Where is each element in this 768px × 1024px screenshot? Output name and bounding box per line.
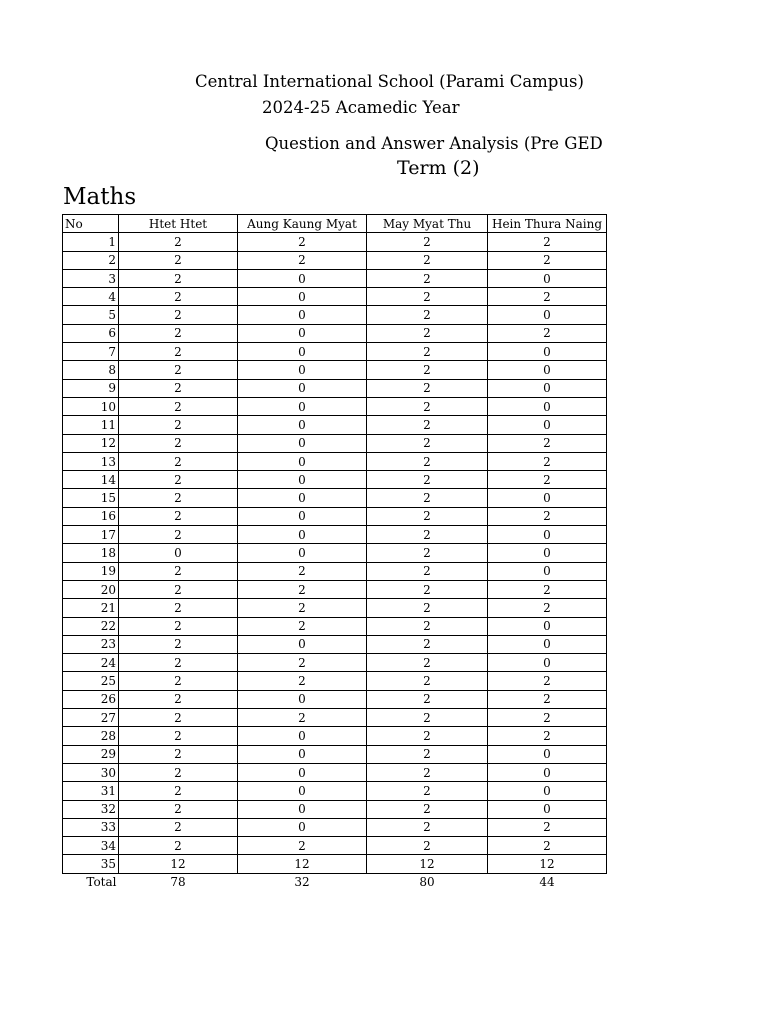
score-cell: 2: [367, 343, 488, 361]
score-cell: 2: [119, 343, 238, 361]
score-cell: 2: [238, 251, 367, 269]
question-number: 7: [63, 343, 119, 361]
question-number: 20: [63, 580, 119, 598]
score-cell: 2: [119, 434, 238, 452]
score-cell: 0: [488, 745, 607, 763]
score-cell: 0: [238, 361, 367, 379]
score-cell: 0: [488, 306, 607, 324]
column-header: No: [63, 215, 119, 233]
score-cell: 2: [119, 452, 238, 470]
score-cell: 0: [238, 416, 367, 434]
score-cell: 2: [119, 379, 238, 397]
score-cell: 2: [488, 324, 607, 342]
score-cell: 2: [367, 599, 488, 617]
score-cell: 0: [238, 745, 367, 763]
table-row: [63, 763, 607, 781]
table-row: [63, 251, 607, 269]
score-cell: 0: [488, 416, 607, 434]
question-number: 29: [63, 745, 119, 763]
question-number: 8: [63, 361, 119, 379]
table-row: [63, 233, 607, 251]
table-row: [63, 343, 607, 361]
score-cell: 0: [238, 763, 367, 781]
table-row: [63, 507, 607, 525]
score-cell: 0: [238, 727, 367, 745]
column-header: Htet Htet: [119, 215, 238, 233]
score-cell: 2: [119, 800, 238, 818]
score-cell: 0: [488, 361, 607, 379]
score-cell: 2: [238, 709, 367, 727]
question-number: 17: [63, 526, 119, 544]
score-cell: 2: [367, 617, 488, 635]
score-cell: 2: [119, 251, 238, 269]
question-number: 10: [63, 397, 119, 415]
score-cell: 0: [238, 324, 367, 342]
score-cell: 2: [119, 782, 238, 800]
table-row: [63, 654, 607, 672]
score-cell: 2: [488, 452, 607, 470]
score-cell: 2: [367, 288, 488, 306]
score-cell: 2: [367, 672, 488, 690]
academic-year: 2024-25 Acamedic Year: [262, 98, 460, 117]
question-number: 32: [63, 800, 119, 818]
score-cell: 2: [367, 251, 488, 269]
score-cell: 0: [488, 269, 607, 287]
table-row: [63, 269, 607, 287]
question-number: 23: [63, 635, 119, 653]
score-cell: 2: [238, 617, 367, 635]
table-row: [63, 672, 607, 690]
score-cell: 0: [238, 343, 367, 361]
question-number: 28: [63, 727, 119, 745]
table-row: [63, 690, 607, 708]
score-cell: 2: [488, 251, 607, 269]
question-number: 14: [63, 471, 119, 489]
table-row: [63, 818, 607, 836]
score-cell: 0: [488, 782, 607, 800]
question-number: 1: [63, 233, 119, 251]
question-number: 9: [63, 379, 119, 397]
score-cell: 2: [367, 654, 488, 672]
term-label: Term (2): [397, 157, 480, 179]
question-number: 31: [63, 782, 119, 800]
table-row: [63, 288, 607, 306]
table-row: [63, 397, 607, 415]
question-number: 21: [63, 599, 119, 617]
score-cell: 2: [119, 233, 238, 251]
question-number: 12: [63, 434, 119, 452]
table-row: [63, 635, 607, 653]
table-row: [63, 562, 607, 580]
score-cell: 2: [367, 818, 488, 836]
score-cell: 0: [488, 343, 607, 361]
score-cell: 0: [488, 544, 607, 562]
score-cell: 2: [119, 269, 238, 287]
score-cell: 2: [367, 580, 488, 598]
table-row: [63, 727, 607, 745]
table-row: [63, 416, 607, 434]
score-cell: 2: [119, 617, 238, 635]
question-number: 3: [63, 269, 119, 287]
table-row: [63, 745, 607, 763]
score-cell: 0: [488, 763, 607, 781]
score-cell: 2: [119, 361, 238, 379]
score-cell: 2: [119, 818, 238, 836]
question-number: 2: [63, 251, 119, 269]
question-number: 4: [63, 288, 119, 306]
total-cell: 78: [170, 875, 186, 890]
score-cell: 2: [367, 782, 488, 800]
score-cell: 0: [238, 379, 367, 397]
score-cell: 2: [238, 562, 367, 580]
score-cell: 0: [238, 489, 367, 507]
score-cell: 2: [238, 654, 367, 672]
score-cell: 2: [119, 526, 238, 544]
score-cell: 0: [238, 635, 367, 653]
score-cell: 0: [238, 306, 367, 324]
question-number: 16: [63, 507, 119, 525]
score-cell: 2: [367, 324, 488, 342]
score-cell: 2: [367, 526, 488, 544]
column-header: May Myat Thu: [367, 215, 488, 233]
total-row: [63, 873, 607, 891]
school-name: Central International School (Parami Campus): [195, 72, 584, 91]
table-row: [63, 452, 607, 470]
score-cell: 0: [119, 544, 238, 562]
question-number: 22: [63, 617, 119, 635]
score-cell: 2: [367, 544, 488, 562]
score-cell: 2: [238, 672, 367, 690]
score-cell: 2: [367, 379, 488, 397]
score-cell: 2: [119, 471, 238, 489]
score-cell: 2: [488, 709, 607, 727]
question-number: 25: [63, 672, 119, 690]
score-cell: 0: [238, 452, 367, 470]
score-cell: 0: [238, 782, 367, 800]
score-cell: 2: [488, 599, 607, 617]
score-cell: 2: [488, 837, 607, 855]
score-cell: 0: [238, 269, 367, 287]
table-row: [63, 324, 607, 342]
question-number: 18: [63, 544, 119, 562]
question-number: 5: [63, 306, 119, 324]
score-cell: 2: [367, 489, 488, 507]
question-number: 11: [63, 416, 119, 434]
total-label: Total: [86, 875, 117, 890]
table-row: [63, 544, 607, 562]
table-row: [63, 617, 607, 635]
score-cell: 0: [488, 617, 607, 635]
table-row: [63, 837, 607, 855]
score-cell: 0: [238, 690, 367, 708]
score-cell: 2: [119, 763, 238, 781]
score-cell: 0: [488, 526, 607, 544]
question-number: 27: [63, 709, 119, 727]
score-cell: 0: [488, 379, 607, 397]
total-cell: 80: [419, 875, 435, 890]
score-cell: 2: [238, 580, 367, 598]
question-number: 26: [63, 690, 119, 708]
question-number: 24: [63, 654, 119, 672]
score-cell: 2: [367, 507, 488, 525]
question-number: 33: [63, 818, 119, 836]
score-cell: 2: [119, 580, 238, 598]
score-cell: 2: [367, 416, 488, 434]
table-row: [63, 434, 607, 452]
score-cell: 2: [488, 580, 607, 598]
score-cell: 2: [119, 397, 238, 415]
score-cell: 2: [119, 745, 238, 763]
table-row: [63, 709, 607, 727]
score-cell: 2: [367, 233, 488, 251]
score-cell: 2: [367, 562, 488, 580]
score-cell: 12: [367, 855, 488, 873]
table-row: [63, 580, 607, 598]
table-row: [63, 379, 607, 397]
score-cell: 2: [367, 452, 488, 470]
score-cell: 2: [367, 709, 488, 727]
score-cell: 0: [238, 544, 367, 562]
score-cell: 2: [488, 507, 607, 525]
score-cell: 2: [119, 306, 238, 324]
score-cell: 2: [367, 690, 488, 708]
table-row: [63, 855, 607, 873]
question-number: 19: [63, 562, 119, 580]
score-cell: 0: [238, 434, 367, 452]
score-cell: 2: [367, 397, 488, 415]
table-row: [63, 306, 607, 324]
column-header: Aung Kaung Myat: [238, 215, 367, 233]
question-number: 35: [63, 855, 119, 873]
score-cell: 2: [367, 763, 488, 781]
score-cell: 2: [119, 837, 238, 855]
score-cell: 2: [119, 416, 238, 434]
score-cell: 2: [119, 727, 238, 745]
score-cell: 0: [238, 526, 367, 544]
analysis-title: Question and Answer Analysis (Pre GED: [265, 134, 603, 153]
total-cell: 32: [294, 875, 310, 890]
score-cell: 2: [367, 361, 488, 379]
score-cell: 2: [367, 306, 488, 324]
table-row: [63, 599, 607, 617]
score-cell: 0: [238, 800, 367, 818]
score-cell: 2: [119, 709, 238, 727]
score-cell: 0: [238, 818, 367, 836]
score-cell: 2: [119, 507, 238, 525]
score-cell: 12: [238, 855, 367, 873]
table-row: [63, 782, 607, 800]
score-cell: 2: [367, 471, 488, 489]
score-cell: 2: [119, 599, 238, 617]
score-cell: 0: [488, 654, 607, 672]
score-cell: 2: [119, 690, 238, 708]
score-cell: 0: [488, 397, 607, 415]
score-cell: 2: [488, 471, 607, 489]
subject-title: Maths: [63, 184, 137, 210]
column-header: Hein Thura Naing: [488, 215, 607, 233]
score-cell: 0: [488, 635, 607, 653]
score-cell: 2: [488, 690, 607, 708]
score-cell: 2: [367, 745, 488, 763]
score-cell: 2: [488, 434, 607, 452]
total-cell: 44: [539, 875, 555, 890]
score-table: [62, 214, 607, 891]
table-row: [63, 526, 607, 544]
score-cell: 2: [238, 837, 367, 855]
score-cell: 2: [119, 672, 238, 690]
score-cell: 0: [238, 288, 367, 306]
score-cell: 0: [238, 507, 367, 525]
table-row: [63, 471, 607, 489]
score-cell: 2: [488, 233, 607, 251]
table-header-row: [63, 215, 607, 233]
score-cell: 2: [367, 727, 488, 745]
score-cell: 0: [488, 800, 607, 818]
score-cell: 2: [238, 599, 367, 617]
score-cell: 2: [488, 288, 607, 306]
score-cell: 2: [367, 800, 488, 818]
score-cell: 0: [238, 471, 367, 489]
score-cell: 0: [238, 397, 367, 415]
score-cell: 0: [488, 489, 607, 507]
table-row: [63, 489, 607, 507]
score-cell: 2: [119, 324, 238, 342]
question-number: 13: [63, 452, 119, 470]
score-cell: 2: [367, 635, 488, 653]
question-number: 15: [63, 489, 119, 507]
table-row: [63, 800, 607, 818]
score-cell: 2: [367, 434, 488, 452]
question-number: 30: [63, 763, 119, 781]
score-cell: 2: [488, 818, 607, 836]
score-cell: 12: [488, 855, 607, 873]
score-cell: 2: [367, 269, 488, 287]
score-cell: 2: [367, 837, 488, 855]
score-cell: 2: [119, 654, 238, 672]
question-number: 34: [63, 837, 119, 855]
score-cell: 2: [238, 233, 367, 251]
score-cell: 2: [119, 288, 238, 306]
table-row: [63, 361, 607, 379]
score-cell: 2: [488, 727, 607, 745]
score-cell: 12: [119, 855, 238, 873]
question-number: 6: [63, 324, 119, 342]
score-cell: 2: [488, 672, 607, 690]
score-cell: 2: [119, 489, 238, 507]
score-cell: 2: [119, 635, 238, 653]
score-cell: 0: [488, 562, 607, 580]
score-cell: 2: [119, 562, 238, 580]
